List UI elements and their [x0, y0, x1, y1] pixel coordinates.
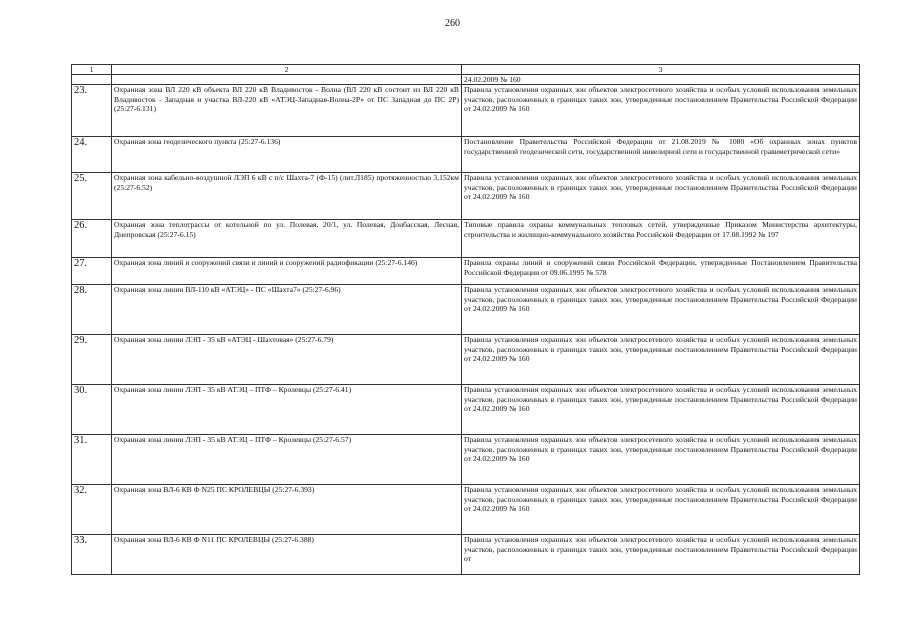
header-col-1: 1 — [72, 65, 112, 75]
zone-name: Охранная зона линии ЛЭП - 35 кВ АТЭЦ – ПТФ – Кролевцы (25:27-6.57) — [112, 435, 462, 485]
row-number: 30. — [72, 385, 112, 435]
header-row — [72, 65, 860, 75]
zone-name: Охранная зона линии ЛЭП - 35 кВ АТЭЦ – ПТФ – Кролевцы (25:27-6.41) — [112, 385, 462, 435]
row-number: 31. — [72, 435, 112, 485]
legal-basis: Правила охраны линий и сооружений связи Российской Федерации, утвержденные Постановлением Правительства Российской Федерации от 09.06.1995 № 578 — [462, 258, 860, 285]
row-number: 33. — [72, 535, 112, 575]
legal-basis: Правила установления охранных зон объектов электросетевого хозяйства и особых условий использования земельных участков, расположенных в границах таких зон, утвержденные постановлением Правительства Российской Федерации от 24.02.2009 № 160 — [462, 173, 860, 220]
page-number: 260 — [445, 18, 460, 29]
table-row — [72, 173, 860, 220]
legal-basis: Правила установления охранных зон объектов электросетевого хозяйства и особых условий использования земельных участков, расположенных в границах таких зон, утвержденные постановлением Правительства Российской Федерации от 24.02.2009 № 160 — [462, 385, 860, 435]
table-row — [72, 258, 860, 285]
header-col-2: 2 — [112, 65, 462, 75]
legal-basis: Правила установления охранных зон объектов электросетевого хозяйства и особых условий использования земельных участков, расположенных в границах таких зон, утвержденные постановлением Правительства Российской Федерации от 24.02.2009 № 160 — [462, 485, 860, 535]
row-number: 24. — [72, 137, 112, 173]
zone-name: Охранная зона линий и сооружений связи и линий и сооружений радиофикации (25:27-6.146) — [112, 258, 462, 285]
header-col-3: 3 — [462, 65, 860, 75]
legal-basis: Типовые правила охраны коммунальных тепловых сетей, утвержденные Приказом Министерства архитектуры, строительства и жилищно-коммунального хозяйства Российской Федерации от 17.08.1992 № 197 — [462, 220, 860, 258]
zone-name: Охранная зона линии ЛЭП - 35 кВ «АТЭЦ - Шахтовая» (25:27-6.79) — [112, 335, 462, 385]
legal-basis: Правила установления охранных зон объектов электросетевого хозяйства и особых условий использования земельных участков, расположенных в границах таких зон, утвержденные постановлением Правительства Российской Федерации от — [462, 535, 860, 575]
table-row — [72, 385, 860, 435]
row-number: 29. — [72, 335, 112, 385]
zone-name: Охранная зона ВЛ 220 кВ объекта ВЛ 220 кВ Владивосток - Волна (ВЛ 220 кВ состоит из ВЛ 220 кВ Владивосток - Западная и участка ВЛ-220 кВ «АТЭЦ-Западная-Волна-2Р» от ПС Западная до ПС 2Р) (25:27-6.131) — [112, 85, 462, 137]
zone-name: Охранная зона кабельно-воздушной ЛЭП 6 кВ с п/с Шахта-7 (Ф-15) (лит.Л185) протяженностью 3,152км (25:27-6.52) — [112, 173, 462, 220]
legal-basis: Правила установления охранных зон объектов электросетевого хозяйства и особых условий использования земельных участков, расположенных в границах таких зон, утвержденные постановлением Правительства Российской Федерации от 24.02.2009 № 160 — [462, 85, 860, 137]
row-number: 25. — [72, 173, 112, 220]
table-row — [72, 485, 860, 535]
zone-name: Охранная зона ВЛ-6 КВ Ф N25 ПС КРОЛЕВЦЫ (25:27-6.393) — [112, 485, 462, 535]
table-row — [72, 435, 860, 485]
table-row — [72, 220, 860, 258]
carryover-row — [72, 75, 860, 85]
row-number: 28. — [72, 285, 112, 335]
row-number: 23. — [72, 85, 112, 137]
carryover-text: 24.02.2009 № 160 — [462, 75, 860, 85]
row-number: 26. — [72, 220, 112, 258]
zone-name: Охранная зона линии ВЛ-110 кВ «АТЭЦ» - ПС «Шахта7» (25:27-6.96) — [112, 285, 462, 335]
zone-name: Охранная зона теплотрассы от котельной по ул. Полевая, 20/1, ул. Полевая, Донбасская, Лесная, Днепровская (25:27-6.15) — [112, 220, 462, 258]
table-row — [72, 535, 860, 575]
zone-name: Охранная зона геодезического пункта (25:27-6.136) — [112, 137, 462, 173]
zones-table — [71, 64, 860, 575]
zone-name: Охранная зона ВЛ-6 КВ Ф N11 ПС КРОЛЕВЦЫ (25:27-6.388) — [112, 535, 462, 575]
legal-basis: Постановление Правительства Российской Федерации от 21.08.2019 № 1080 «Об охранных зонах пунктов государственной геодезической сети, государственной нивелирной сети и государственной гравиметрической сети» — [462, 137, 860, 173]
legal-basis: Правила установления охранных зон объектов электросетевого хозяйства и особых условий использования земельных участков, расположенных в границах таких зон, утвержденные постановлением Правительства Российской Федерации от 24.02.2009 № 160 — [462, 435, 860, 485]
table-row — [72, 85, 860, 137]
table-row — [72, 285, 860, 335]
table-row — [72, 335, 860, 385]
row-number: 27. — [72, 258, 112, 285]
row-number: 32. — [72, 485, 112, 535]
table-row — [72, 137, 860, 173]
legal-basis: Правила установления охранных зон объектов электросетевого хозяйства и особых условий использования земельных участков, расположенных в границах таких зон, утвержденные постановлением Правительства Российской Федерации от 24.02.2009 № 160 — [462, 335, 860, 385]
legal-basis: Правила установления охранных зон объектов электросетевого хозяйства и особых условий использования земельных участков, расположенных в границах таких зон, утвержденные постановлением Правительства Российской Федерации от 24.02.2009 № 160 — [462, 285, 860, 335]
